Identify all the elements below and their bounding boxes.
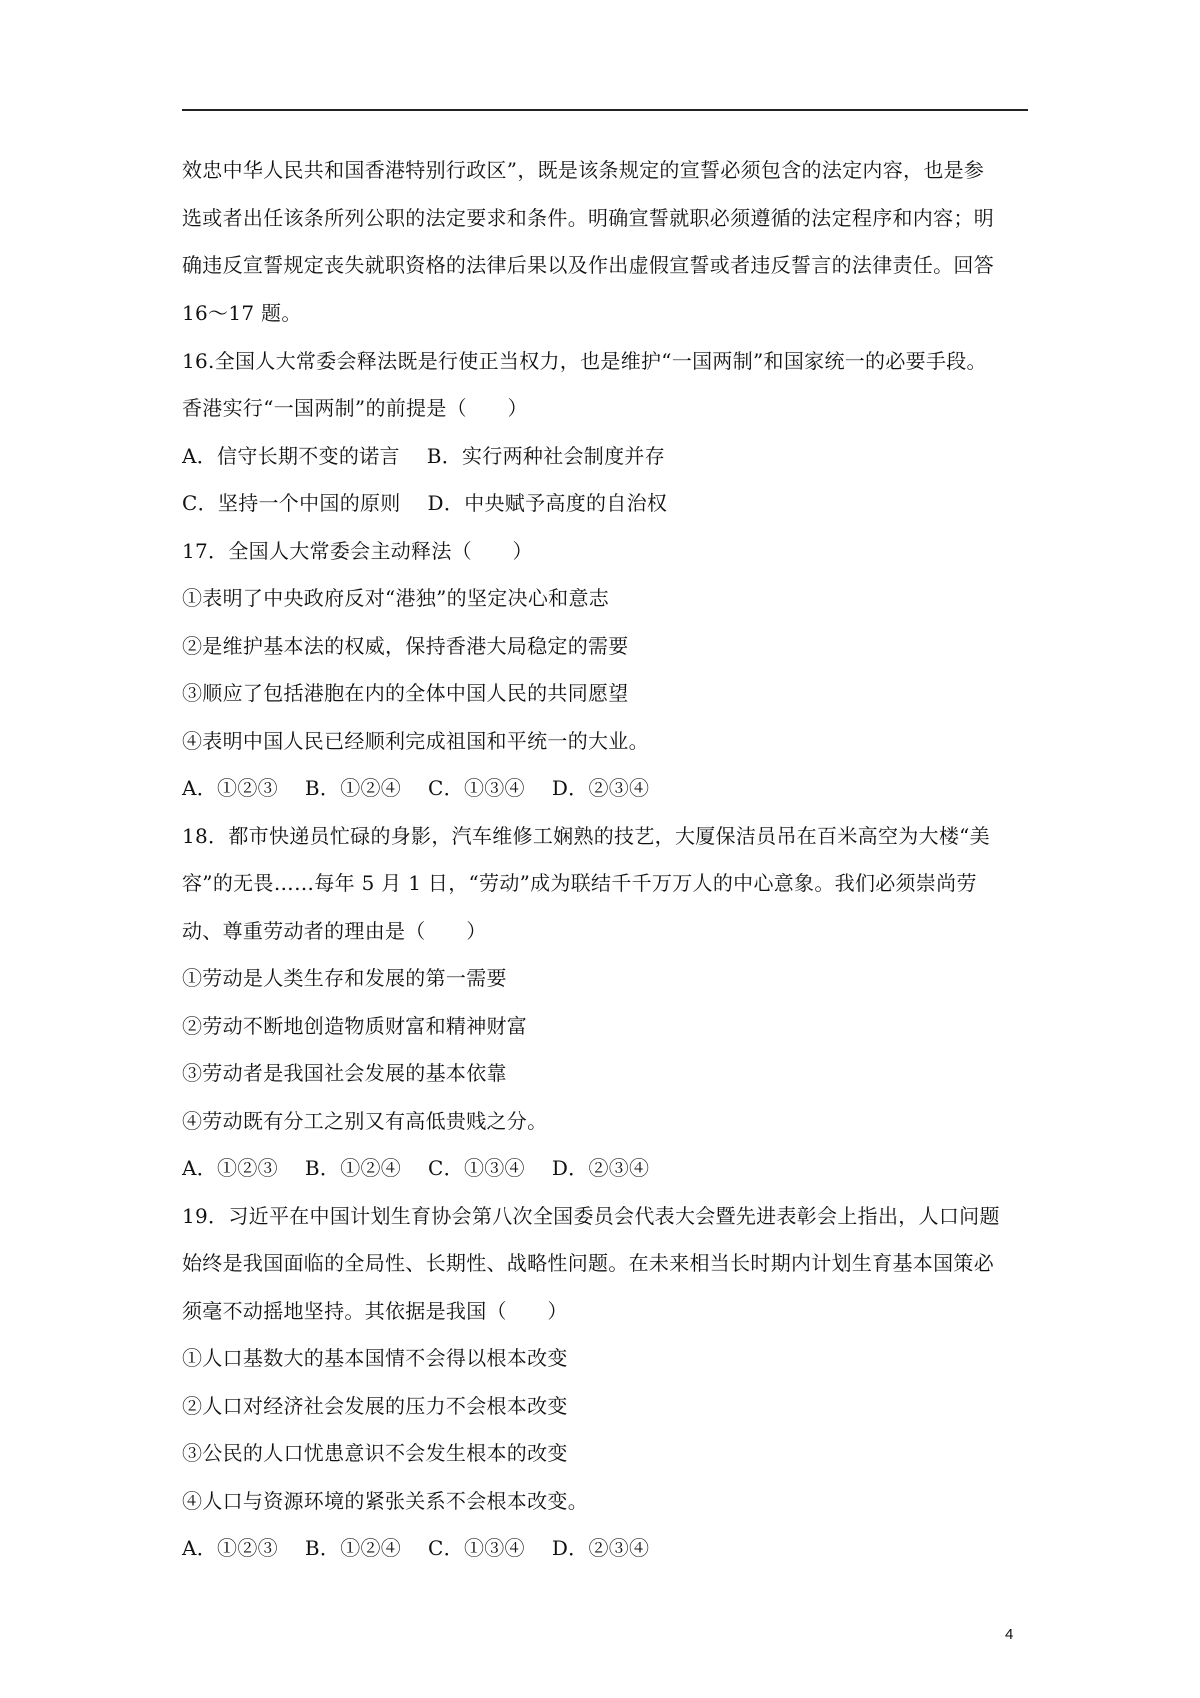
intro-line: 确违反宣誓规定丧失就职资格的法律后果以及作出虚假宣誓或者违反誓言的法律责任。回答	[182, 253, 994, 277]
q17-item: ①表明了中央政府反对“港独”的坚定决心和意志	[182, 586, 610, 610]
q19-stem: 始终是我国面临的全局性、长期性、战略性问题。在未来相当长时期内计划生育基本国策必	[182, 1251, 994, 1275]
q18-item: ④劳动既有分工之别又有高低贵贱之分。	[182, 1109, 548, 1133]
intro-line: 选或者出任该条所列公职的法定要求和条件。明确宣誓就职必须遵循的法定程序和内容；明	[182, 206, 994, 230]
page-number: 4	[1005, 1626, 1014, 1643]
header-rule	[182, 109, 1028, 111]
q18-stem: 动、尊重劳动者的理由是（ ）	[182, 919, 487, 943]
q18-options: A．①②③ B．①②④ C．①③④ D．②③④	[182, 1156, 650, 1180]
q17-options: A．①②③ B．①②④ C．①③④ D．②③④	[182, 776, 650, 800]
q17-stem: 17．全国人大常委会主动释法（ ）	[182, 539, 533, 563]
intro-line: 16～17 题。	[182, 301, 302, 325]
q17-item: ②是维护基本法的权威，保持香港大局稳定的需要	[182, 634, 629, 658]
q18-item: ①劳动是人类生存和发展的第一需要	[182, 966, 507, 990]
q18-stem: 18．都市快递员忙碌的身影，汽车维修工娴熟的技艺，大厦保洁员吊在百米高空为大楼“美	[182, 824, 990, 848]
q19-item: ②人口对经济社会发展的压力不会根本改变	[182, 1394, 568, 1418]
q19-stem: 须毫不动摇地坚持。其依据是我国（ ）	[182, 1299, 568, 1323]
q17-item: ④表明中国人民已经顺利完成祖国和平统一的大业。	[182, 729, 649, 753]
q16-stem: 香港实行“一国两制”的前提是（ ）	[182, 396, 528, 420]
q19-options: A．①②③ B．①②④ C．①③④ D．②③④	[182, 1536, 650, 1560]
intro-line: 效忠中华人民共和国香港特别行政区”，既是该条规定的宣誓必须包含的法定内容，也是参	[182, 158, 985, 182]
q17-item: ③顺应了包括港胞在内的全体中国人民的共同愿望	[182, 681, 629, 705]
q19-item: ④人口与资源环境的紧张关系不会根本改变。	[182, 1489, 588, 1513]
q16-stem: 16.全国人大常委会释法既是行使正当权力，也是维护“一国两制”和国家统一的必要手段。	[182, 349, 987, 373]
q19-item: ③公民的人口忧患意识不会发生根本的改变	[182, 1441, 568, 1465]
q19-item: ①人口基数大的基本国情不会得以根本改变	[182, 1346, 568, 1370]
q16-options: C．坚持一个中国的原则 D．中央赋予高度的自治权	[182, 491, 668, 515]
q18-stem: 容”的无畏……每年 5 月 1 日，“劳动”成为联结千千万万人的中心意象。我们必须崇尚劳	[182, 871, 977, 895]
q18-item: ②劳动不断地创造物质财富和精神财富	[182, 1014, 528, 1038]
q18-item: ③劳动者是我国社会发展的基本依靠	[182, 1061, 507, 1085]
q19-stem: 19．习近平在中国计划生育协会第八次全国委员会代表大会暨先进表彰会上指出，人口问题	[182, 1204, 1000, 1228]
q16-options: A．信守长期不变的诺言 B．实行两种社会制度并存	[182, 444, 665, 468]
